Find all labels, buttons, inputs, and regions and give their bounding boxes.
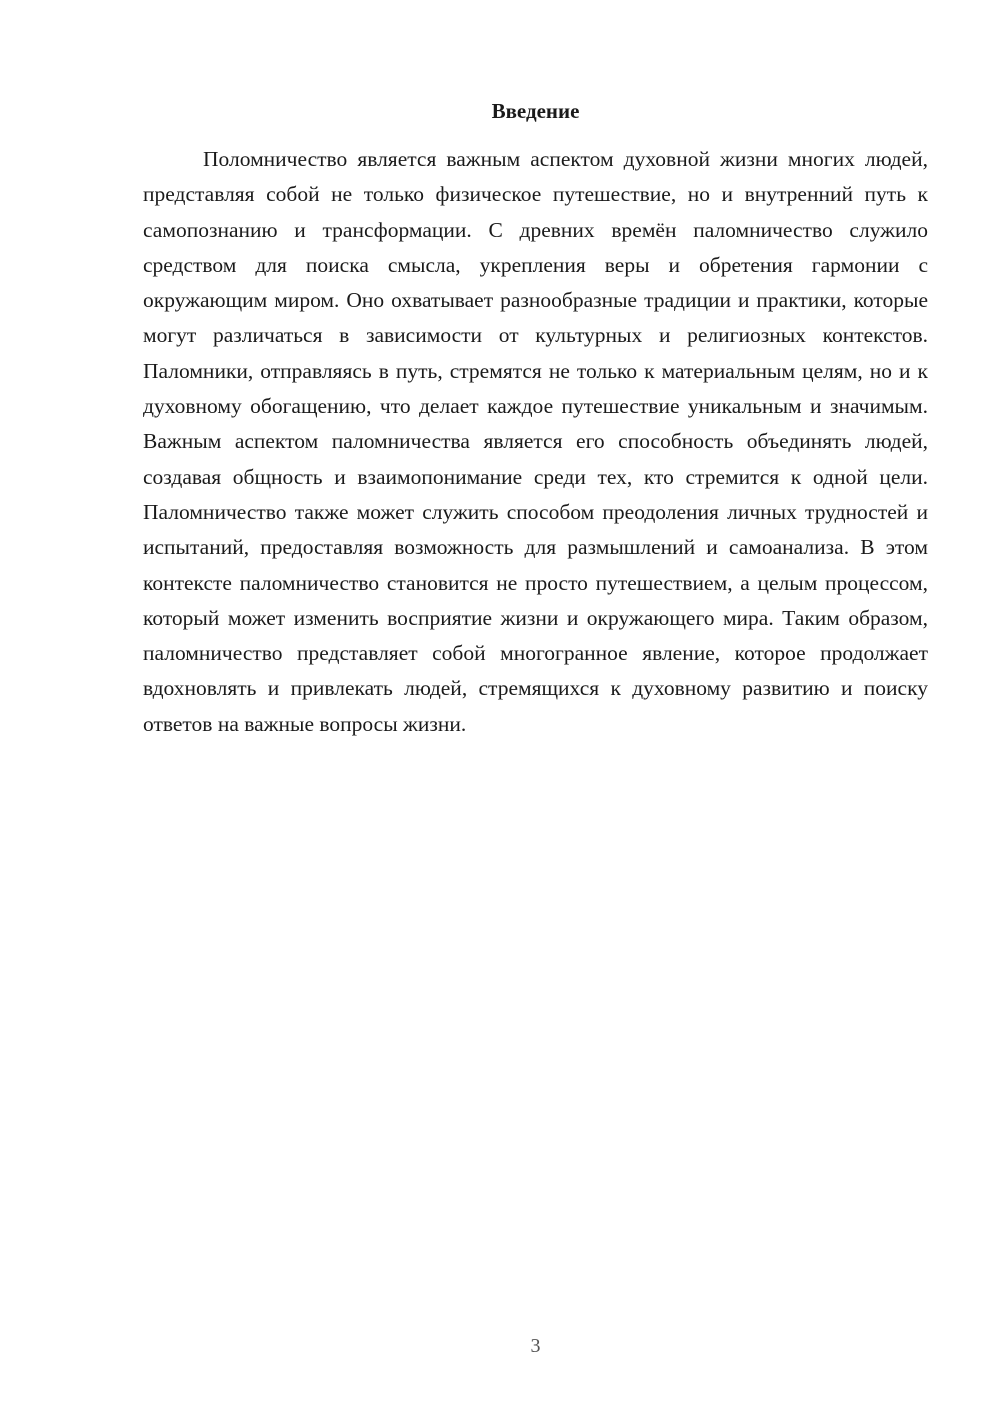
body-paragraph: Поломничество является важным аспектом духовной жизни многих людей, представляя собой не только физическое путешествие, но и внутренний путь к самопознанию и трансформации. С древних времён паломничество служило средством для поиска смысла, укрепления веры и обретения гармонии с окружающим миром. Оно охватывает разнообразные традиции и практики, которые могут различаться в зависимости от культурных и религиозных контекстов. Паломники, отправляясь в путь, стремятся не только к материальным целям, но и к духовному обогащению, что делает каждое путешествие уникальным и значимым. Важным аспектом паломничества является его способность объединять людей, создавая общность и взаимопонимание среди тех, кто стремится к одной цели. Паломничество также может служить способом преодоления личных трудностей и испытаний, предоставляя возможность для размышлений и самоанализа. В этом контексте паломничество становится не просто путешествием, а целым процессом, который может изменить восприятие жизни и окружающего мира. Таким образом, паломничество представляет собой многогранное явление, которое продолжает вдохновлять и привлекать людей, стремящихся к духовному развитию и поиску ответов на важные вопросы жизни. (143, 147, 928, 736)
section-heading: Введение (491, 99, 580, 123)
page-number: 3 (530, 1335, 541, 1357)
